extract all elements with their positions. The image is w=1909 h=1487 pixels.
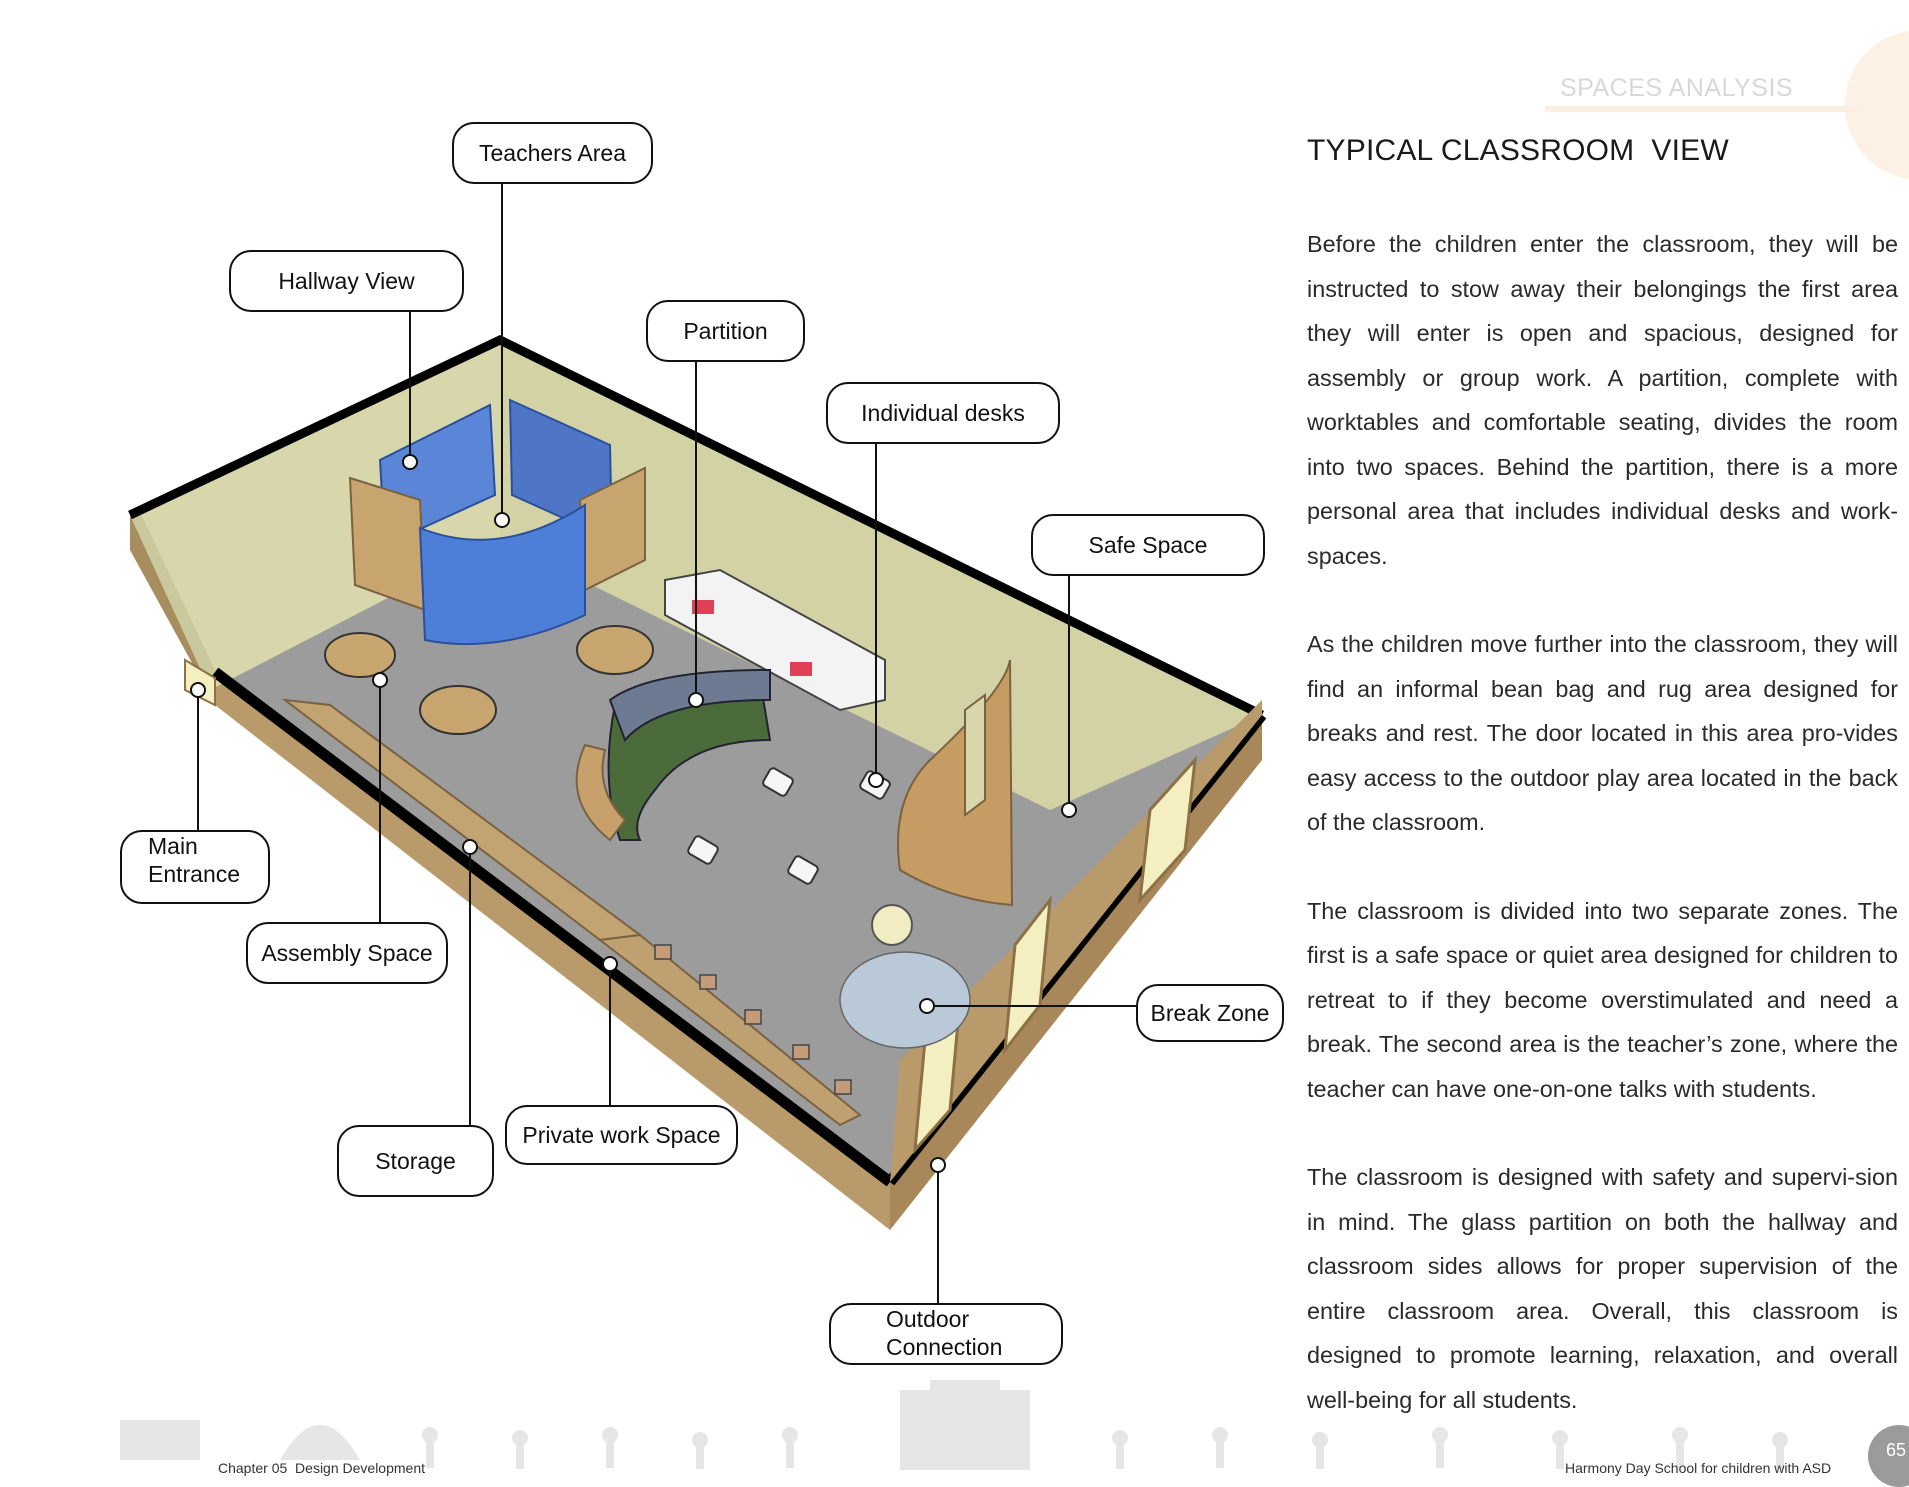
callout-teachers-area xyxy=(452,122,653,184)
paragraph-4: The classroom is designed with safety and supervi-sion in mind. The glass partition on both the hallway and classroom sides allows for proper supervision of the entire classroom area. Overall, this classroom is designed to promote learning, relaxation, and overall well-being for all students. xyxy=(1307,1164,1898,1413)
callout-main-entrance-line2: Entrance xyxy=(148,861,241,887)
callout-outdoor-connection-line1: Outdoor xyxy=(886,1306,970,1332)
callout-teachers-area-text: Teachers Area xyxy=(478,140,627,166)
page-title: TYPICAL CLASSROOM VIEW xyxy=(1307,134,1729,167)
callout-private-work-space xyxy=(505,1105,738,1165)
safe-space-door xyxy=(965,695,985,815)
callout-hallway-view xyxy=(229,250,464,312)
bean-bag xyxy=(872,905,912,945)
callout-break-zone xyxy=(1136,984,1284,1042)
round-table-1 xyxy=(325,633,395,677)
callout-private-work-space-text: Private work Space xyxy=(522,1122,721,1148)
round-table-3 xyxy=(577,626,653,674)
cubby-red-2 xyxy=(790,662,812,676)
callout-partition-text: Partition xyxy=(683,318,768,344)
callout-hallway-view-text: Hallway View xyxy=(278,268,415,294)
section-rule xyxy=(1545,106,1860,112)
callout-safe-space-text: Safe Space xyxy=(1088,532,1208,558)
callout-individual-desks xyxy=(826,382,1060,444)
callout-break-zone-text: Break Zone xyxy=(1150,1000,1270,1026)
callout-individual-desks-text: Individual desks xyxy=(861,400,1025,426)
break-zone-rug xyxy=(840,952,970,1048)
body-text xyxy=(1307,222,1898,1466)
paragraph-1: Before the children enter the classroom, they will be instructed to stow away their belongings the first area they will enter is open and spacious, designed for assembly or group work. A partition, complete with worktables and comfortable seating, divides the room into two spaces. Behind the partition, there is a more personal area that includes individual desks and work-spaces. xyxy=(1307,231,1898,569)
callout-safe-space xyxy=(1031,514,1265,576)
footer-chapter: Chapter 05 Design Development xyxy=(218,1460,426,1476)
callout-partition xyxy=(646,300,805,362)
callout-outdoor-connection-line2: Connection xyxy=(886,1334,1003,1360)
callout-storage-text: Storage xyxy=(375,1148,456,1174)
paragraph-2: As the children move further into the classroom, they will find an informal bean bag and rug area designed for breaks and rest. The door located in this area pro-vides easy access to the outdoor play area located in the back of the classroom. xyxy=(1307,631,1898,835)
section-label: SPACES ANALYSIS xyxy=(1560,74,1794,102)
callout-assembly-space-text: Assembly Space xyxy=(261,940,433,966)
footer-project-name: Harmony Day School for children with ASD xyxy=(1565,1460,1832,1476)
callout-main-entrance xyxy=(120,830,270,904)
callout-storage xyxy=(337,1125,494,1197)
paragraph-3: The classroom is divided into two separate zones. The first is a safe space or quiet area designed for children to retreat to if they become overstimulated and need a break. The second area is the teacher’s zone, where the teacher can have one-on-one talks with students. xyxy=(1307,897,1898,1102)
page-number: 65 xyxy=(1886,1440,1907,1460)
corner-decoration xyxy=(1845,30,1909,180)
callout-main-entrance-line1: Main xyxy=(148,833,198,859)
callout-assembly-space xyxy=(246,922,448,984)
round-table-2 xyxy=(420,686,496,734)
callout-outdoor-connection xyxy=(829,1303,1063,1365)
